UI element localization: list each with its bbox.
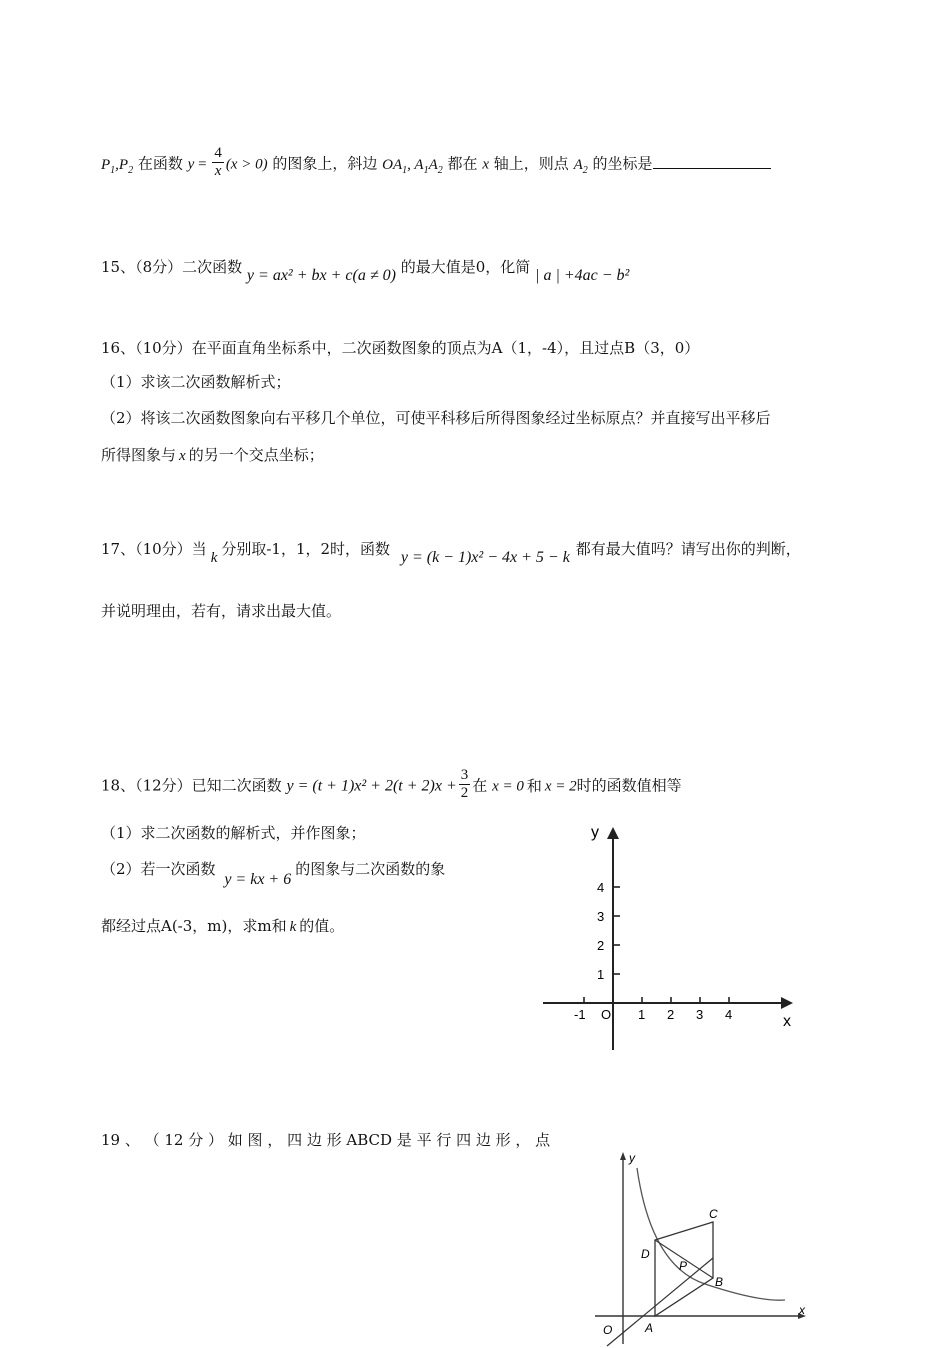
- expr-15: | a | +4ac − b²: [535, 267, 630, 284]
- x-tick-label: 2: [667, 1007, 675, 1022]
- problem-15: 15、（8分）二次函数 y = ax² + bx + c(a ≠ 0) 的最大值是0，化简 | a | +4ac − b²: [101, 258, 630, 284]
- fraction-4-over-x: $\frac{4}{x}$: [214, 145, 222, 179]
- problem-18-q1: （1）求二次函数的解析式，并作图象；: [101, 824, 366, 842]
- formula-15: y = ax² + bx + c(a ≠ 0): [246, 267, 396, 284]
- y-axis-arrow: [620, 1152, 626, 1160]
- y-tick-label: 2: [597, 938, 605, 953]
- problem-16-q1: （1）求该二次函数解析式；: [101, 373, 291, 391]
- y-tick-label: 1: [597, 967, 605, 982]
- text-fn: 在函数: [137, 154, 183, 173]
- parallelogram-figure-19: [585, 1148, 825, 1348]
- label-b: B: [715, 1275, 724, 1289]
- y-tick-label: 3: [597, 909, 605, 924]
- label-p: P: [679, 1259, 688, 1273]
- problem-17: 17、（10分）当 k 分别取-1，1，2时，函数 y = (k − 1)x² − 4x + 5 − k 都有最大值吗？请写出你的判断，: [101, 540, 801, 566]
- x-axis-label: x: [783, 1013, 791, 1030]
- y-axis-label: y: [629, 1151, 635, 1165]
- problem-16-q2b: 所得图象与 x 的另一个交点坐标；: [101, 446, 324, 464]
- formula-17: y = (k − 1)x² − 4x + 5 − k: [400, 549, 570, 566]
- y-axis-arrow: [607, 827, 619, 839]
- origin-label: O: [601, 1007, 612, 1022]
- y-axis-label: y: [591, 824, 599, 841]
- problem14-tail: $P_1,P_2$ 在函数 y = $\frac{4}{x}$ (x > 0) 的图象上，斜边 $OA_1$, $A_1A_2$ 都在 x 轴上，则点 $A_2$ 的坐标是: [101, 148, 771, 181]
- y-tick-label: 4: [597, 880, 605, 895]
- problem-19-stem: 19 、 （ 12 分 ） 如 图 ， 四 边 形 ABCD 是 平 行 四 边 形 ， 点: [101, 1131, 551, 1149]
- label-d: D: [641, 1247, 650, 1261]
- hyperbola-curve: [637, 1168, 785, 1300]
- var-p1: $P_1,P_2$: [101, 156, 134, 176]
- x-tick-label: -1: [574, 1007, 586, 1022]
- problem-18-q3: 都经过点A(-3，m)，求m和 k 的值。: [101, 917, 345, 935]
- tick-group: [574, 880, 732, 1022]
- label-c: C: [709, 1207, 718, 1221]
- problem-16-stem: 16、（10分）在平面直角坐标系中，二次函数图象的顶点为A（1，-4），且过点B（3，0）: [101, 339, 700, 357]
- problem-18: 18、（12分）已知二次函数 y = (t + 1)x² + 2(t + 2)x + $\frac{3}{2}$ 在 x = 0 和 x = 2时的函数值相等: [101, 767, 682, 801]
- x-axis-label: x: [799, 1303, 805, 1317]
- fraction-3-over-2: $\frac{3}{2}$: [460, 767, 469, 801]
- formula-18: y = (t + 1)x² + 2(t + 2)x +: [286, 777, 457, 795]
- label-a: A: [645, 1321, 654, 1335]
- coordinate-grid-18: [535, 815, 815, 1055]
- x-tick-label: 4: [725, 1007, 733, 1022]
- x-tick-label: 3: [696, 1007, 704, 1022]
- problem-16-q2: （2）将该二次函数图象向右平移几个单位，可使平科移后所得图象经过坐标原点？并直接写出平移后: [101, 409, 771, 427]
- label-o: O: [603, 1323, 613, 1337]
- x-axis-arrow: [781, 997, 793, 1009]
- problem-17-line2: 并说明理由，若有，请求出最大值。: [101, 602, 342, 620]
- x-tick-label: 1: [638, 1007, 646, 1022]
- answer-blank: [653, 154, 771, 169]
- problem-18-q2: （2）若一次函数 y = kx + 6的图象与二次函数的象: [101, 860, 446, 888]
